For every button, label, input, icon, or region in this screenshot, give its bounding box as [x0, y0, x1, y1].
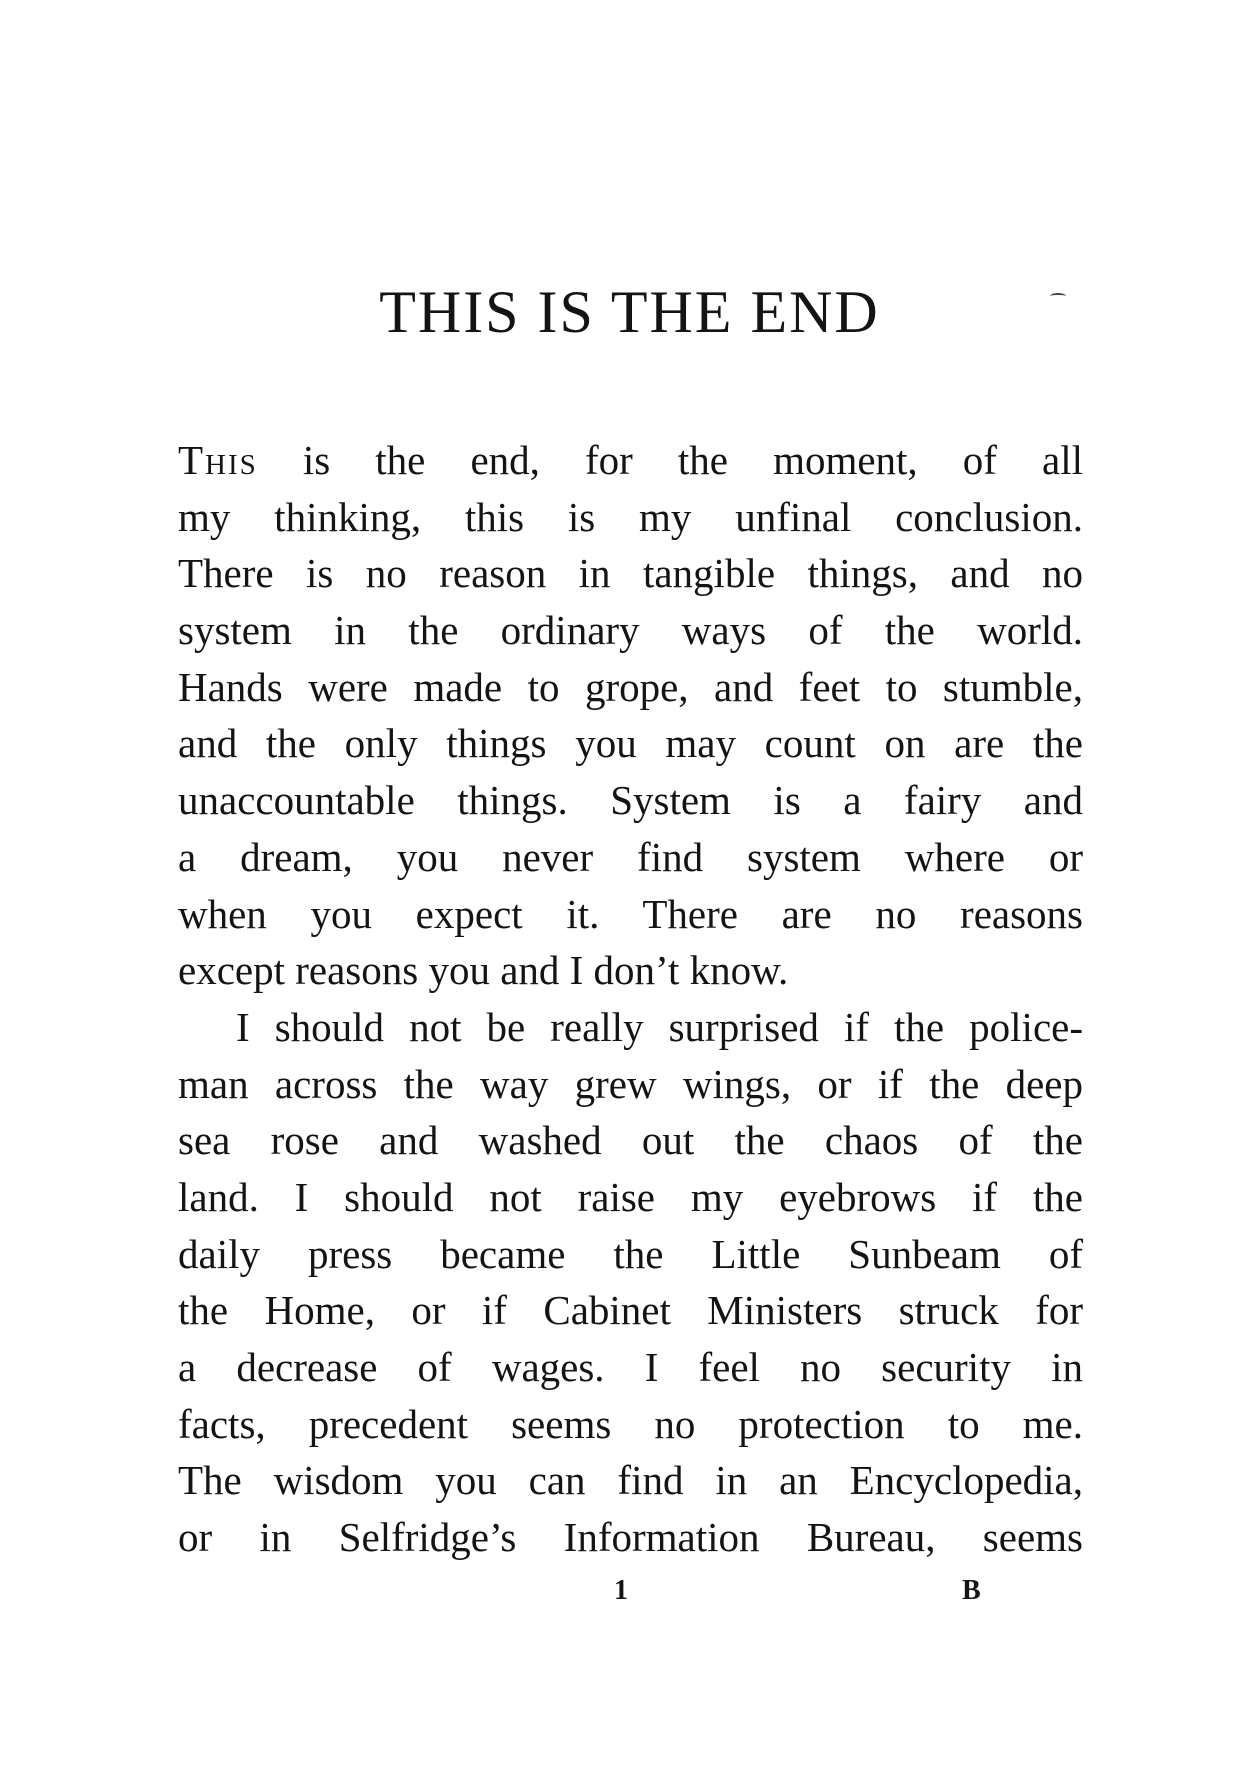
text-line: facts, precedent seems no protection to me. — [178, 1400, 1083, 1447]
text-line: when you expect it. There are no reasons — [178, 890, 1083, 937]
text-line: The wisdom you can find in an Encyclopedia, — [178, 1457, 1083, 1504]
text-line — [178, 432, 1083, 489]
page-number: 1 — [614, 1575, 628, 1606]
chapter-title: THIS IS THE END — [379, 279, 880, 345]
text-line: land. I should not raise my eyebrows if the — [178, 1173, 1083, 1220]
text-line: my thinking, this is my unfinal conclusion. — [178, 493, 1083, 540]
text-line: There is no reason in tangible things, and no — [178, 550, 1083, 597]
chapter-text — [178, 432, 1083, 1566]
text-line: or in Selfridge’s Information Bureau, seems — [178, 1514, 1083, 1561]
text-line: man across the way grew wings, or if the deep — [178, 1060, 1083, 1107]
text-line: the Home, or if Cabinet Ministers struck for — [178, 1287, 1083, 1334]
text-line: daily press became the Little Sunbeam of — [178, 1230, 1083, 1277]
text-line: a decrease of wages. I feel no security in — [178, 1344, 1083, 1390]
text-line: and the only things you may count on are the — [178, 720, 1083, 767]
signature-mark: B — [962, 1575, 981, 1606]
text-line: except reasons you and I don’t know. — [178, 947, 789, 994]
text-line: unaccountable things. System is a fairy and — [178, 777, 1083, 824]
text-line: a dream, you never find system where or — [178, 833, 1083, 880]
text-line-content: is the end, for the moment, of all — [257, 437, 1083, 483]
paragraph-2 — [178, 999, 1083, 1566]
print-mark — [1050, 293, 1066, 299]
drop-small-caps: This — [178, 437, 258, 483]
text-line: sea rose and washed out the chaos of the — [178, 1117, 1083, 1164]
text-line: I should not be really surprised if the police- — [236, 1003, 1083, 1050]
text-line: Hands were made to grope, and feet to stumble, — [178, 663, 1083, 710]
text-line: system in the ordinary ways of the world. — [178, 607, 1083, 654]
paragraph-1 — [178, 432, 1083, 999]
